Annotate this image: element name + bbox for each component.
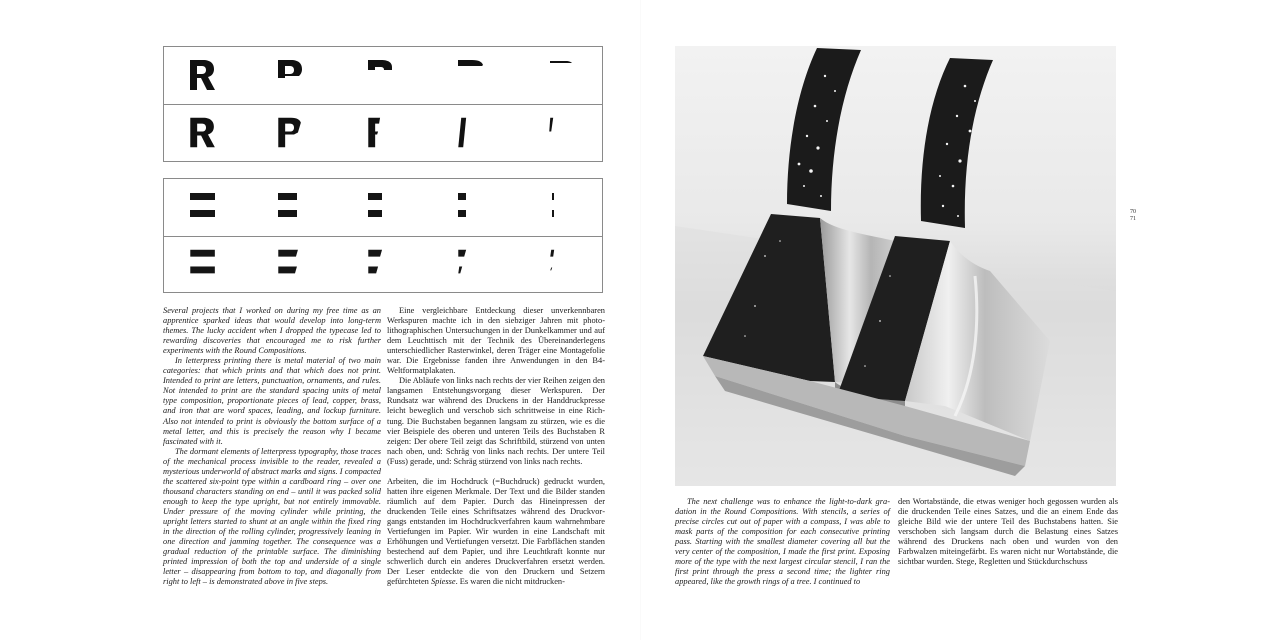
r-foot-step-2 bbox=[274, 105, 314, 161]
english-paragraph: In letterpress printing there is metal material of two main categories: that which prints and that which does not print. Intended to print are letters, punctuation, ornaments, and rules. Not intended to print are the standard spacing units of metal type composition, proportionate pieces of lead, copper, brass, and iron that are word spaces, leading, and lockup furniture. Also not intended to print is obviously the bottom surface of a metal letter, and this is precisely the reason why I became fascinated with it. bbox=[163, 356, 381, 446]
english-paragraph: The dormant elements of letterpress typography, those traces of the mechanical process invisible to the reader, revealed a mysterious underworld of abstract marks and signs. I compacted the scattered six-point type within a cardboard ring – over one thousand characters standing on end – until it was packed solid enough to keep the type upright, but not entirely immovable. Under pressure of the moving cylinder while printing, the upright letters started to shunt at an angle within the fixed ring in the direction of the rolling cylinder, progressively leaning in one direction and jamming together. The consequence was a gradual reduction of the printable surface. The diminishing printed impression of both the top and underside of a single letter – disappearing from bottom to top, and diagonally from right to left – is demonstrated above in five steps. bbox=[163, 446, 381, 587]
figure-row-r-top bbox=[164, 47, 602, 104]
r-step-4 bbox=[454, 47, 494, 104]
space-step-4 bbox=[454, 179, 494, 236]
r-step-2 bbox=[274, 47, 314, 104]
figure-row-spaces-top bbox=[164, 179, 602, 236]
english-paragraph: Several projects that I worked on during my free time as an apprentice sparked ideas that would develop into long-term themes. The lucky accident when I dropped the typecase led to rewarding discoveries that encouraged me to risk further experiments with the Round Compositions. bbox=[163, 306, 381, 356]
figure-row-spaces-foot bbox=[164, 236, 602, 293]
gutter bbox=[640, 0, 641, 640]
space-step-5 bbox=[544, 179, 584, 236]
space-foot-step-3 bbox=[364, 237, 404, 293]
space-step-1 bbox=[186, 179, 226, 236]
space-foot-step-4 bbox=[454, 237, 494, 293]
space-foot-step-2 bbox=[274, 237, 314, 293]
r-step-1 bbox=[186, 47, 226, 104]
r-foot-step-3 bbox=[364, 105, 404, 161]
figure-spaces-steps bbox=[163, 178, 603, 293]
r-step-3 bbox=[364, 47, 404, 104]
r-foot-step-5 bbox=[544, 105, 584, 161]
r-foot-step-4 bbox=[454, 105, 494, 161]
r-step-5 bbox=[544, 47, 584, 104]
space-step-2 bbox=[274, 179, 314, 236]
german-paragraph-hochdruck bbox=[387, 477, 605, 588]
figure-letter-r-steps bbox=[163, 46, 603, 162]
space-foot-step-5 bbox=[544, 237, 584, 293]
english-paragraph: The next challenge was to enhance the light-to-dark gradation in the Round Compositions. With stencils, a series of precise circles cut out of paper with a compass, I was able to mask parts of the composition for each consecutive printing pass. Starting with the smallest diameter covering all but the very center of the composition, I made the first print. Exposing more of the type with the next largest circular stencil, I ran the first print through the press a second time; the lighter ring appeared, like the growth rings of a tree. I continued to bbox=[675, 497, 890, 587]
space-step-3 bbox=[364, 179, 404, 236]
german-paragraph: den Wortabstände, die etwas weniger hoch gegossen wurden als die druckenden Teile eines Satzes, und die an einem Ende das gleiche Bild wie der untere Teil des Buchstabens hatten. Sie verschoben sich langsam durch die Belastung eines Satzes während des Druckens nach oben und wurden von den Farbwalzen miteingefärbt. Es waren nicht nur Wortabstände, die sichtbar wurden. Stege, Regletten und Stückdurchschuss bbox=[898, 497, 1118, 567]
german-text: Arbeiten, die im Hochdruck (=Buchdruck) gedruckt wurden, hatten ihre eigenen Merkmale. Der Text und die Bilder standen räumlich auf dem Papier. Durch das Hineinpressen der druckenden Teile eines Schriftsatzes während des Druckvorgangs entstanden im Hochdruckverfahren kaum wahrnehmbare Vertiefungen im Papier. Wir wurden in eine Landschaft mit Erhöhungen und Vertiefungen versetzt. Die Farbflächen standen bestechend auf dem Papier, und ihre Leuchtkraft konnte nur schwerlich durch ein anderes Druckverfahren ersetzt werden. Der Leser entdeckte die von den Druckern und Setzern gefürchteten bbox=[387, 476, 605, 587]
page-number-right: 71 bbox=[1130, 216, 1136, 222]
english-text-column-left bbox=[163, 306, 381, 587]
space-foot-step-1 bbox=[186, 237, 226, 293]
german-text-column-left bbox=[387, 306, 605, 587]
photo-type-bottom-block bbox=[675, 46, 1116, 486]
page-number-left: 70 bbox=[1130, 209, 1136, 215]
photo-illustration bbox=[675, 46, 1116, 486]
english-text-column-right bbox=[675, 497, 890, 587]
page-numbers bbox=[1130, 209, 1136, 223]
german-italic-term: Spiesse bbox=[430, 577, 456, 587]
german-paragraph: Eine vergleichbare Entdeckung dieser unverkennbaren Werkspuren machte ich in den siebziger Jahren mit photolithographischen Untersuchungen in der Dunkelkammer und auf dem Leuchttisch mit der Technik des Übereinanderlegens unterschiedlicher Rasterwinkel, deren Träger eine Montagefolie war. Die Ergebnisse fanden ihre Anwendungen in den B4-Weltformatplakaten. bbox=[387, 306, 605, 376]
r-foot-step-1 bbox=[186, 105, 226, 161]
figure-row-r-foot bbox=[164, 104, 602, 161]
german-paragraph: Die Abläufe von links nach rechts der vier Reihen zeigen den langsamen Entstehungsvorgang dieser Werkspuren. Der Rundsatz war während des Druckens in der Handdruckpresse leicht beweglich und verschob sich schrittweise in eine Richtung. Die Buchstaben begannen langsam zu stürzen, wie es die vier Beispiele des oberen und unteren Teils des Buchstaben R zeigen: Der obere Teil zeigt das Schriftbild, stürzend von unten nach oben, und: Schräg von links nach rechts. Der untere Teil (Fuss) gerade, und: Schräg stürzend von links nach rechts. bbox=[387, 376, 605, 466]
german-text-column-right bbox=[898, 497, 1118, 567]
german-text: . Es waren die nicht mitdrucken- bbox=[455, 577, 565, 587]
